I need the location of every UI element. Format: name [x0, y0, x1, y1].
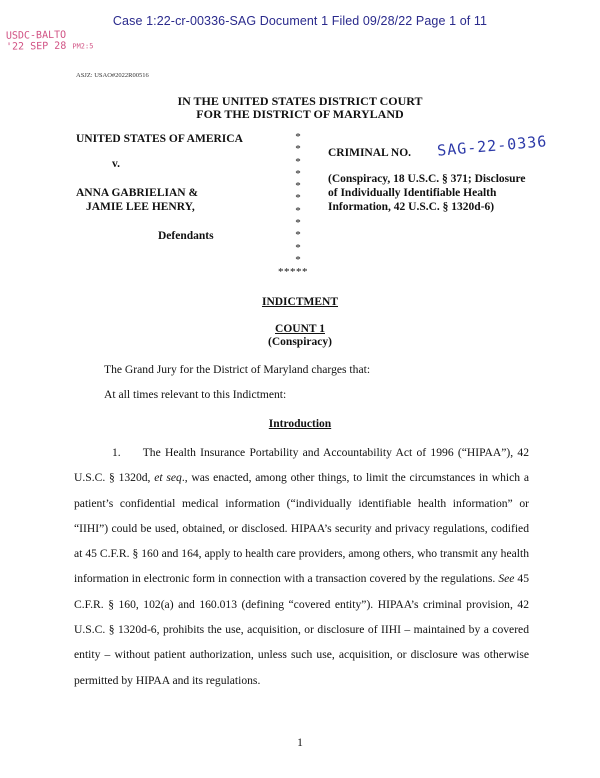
usao-reference: ASJZ: USAO#2022R00516 — [76, 72, 149, 79]
filing-stamp-date: '22 SEP 28 — [5, 40, 67, 53]
star: * — [295, 192, 301, 205]
star: * — [295, 167, 301, 180]
charge-line: Information, 42 U.S.C. § 1320d-6) — [328, 201, 495, 213]
star-row: ***** — [278, 266, 308, 278]
star: * — [295, 155, 301, 168]
court-name-line2: FOR THE DISTRICT OF MARYLAND — [196, 107, 404, 121]
count-label: COUNT 1 — [275, 323, 325, 335]
court-name-line1: IN THE UNITED STATES DISTRICT COURT — [177, 94, 423, 108]
handwritten-case-number: SAG-22-0336 — [436, 132, 548, 160]
grand-jury-statement: The Grand Jury for the District of Maryland charges that: — [104, 363, 371, 376]
paragraph-1 — [74, 440, 529, 693]
case-header-stamp: Case 1:22-cr-00336-SAG Document 1 Filed 09/28/22 Page 1 of 11 — [112, 14, 488, 28]
relevant-times-statement: At all times relevant to this Indictment: — [104, 388, 287, 401]
paragraph-text: 45 C.F.R. § 160, 102(a) and 160.013 (defining “covered entity”). HIPAA’s criminal provision, 42 U.S.C. § 1320d-6, prohibits the use, acquisition, or disclosure of IIHI – maintained by a covered entity – without patient authorization, unless such use, acquisition, or disclosure was otherwise permitted by HIPAA and its regulations. — [74, 572, 529, 687]
filing-stamp-time: PM2:5 — [72, 42, 94, 51]
versus-label: v. — [112, 158, 120, 170]
charge-line: of Individually Identifiable Health — [328, 187, 497, 199]
paragraph-number: 1. — [112, 446, 121, 459]
caption-stars — [283, 131, 313, 266]
charge-line: (Conspiracy, 18 U.S.C. § 371; Disclosure — [328, 173, 526, 185]
defendant-name-2: JAMIE LEE HENRY, — [86, 201, 195, 213]
defendants-label: Defendants — [158, 230, 214, 242]
charges-block — [328, 172, 568, 214]
plaintiff-name: UNITED STATES OF AMERICA — [76, 133, 243, 145]
paragraph-text: The Health Insurance Portability and Accountability Act of 1996 (“HIPAA”), 42 U.S.C. § 1320d, — [74, 446, 529, 485]
filing-stamp — [6, 29, 94, 54]
star: * — [295, 241, 301, 254]
star: * — [295, 217, 301, 230]
italic-term: See — [498, 572, 515, 586]
criminal-no-label: CRIMINAL NO. — [328, 147, 412, 159]
star: * — [295, 229, 301, 242]
filing-stamp-line1: USDC-BALTO — [5, 29, 67, 42]
filing-stamp-line2 — [6, 40, 94, 54]
section-heading: Introduction — [268, 418, 332, 430]
star: * — [295, 204, 301, 217]
star: * — [295, 253, 301, 266]
paragraph-text: ., was enacted, among other things, to limit the circumstances in which a patient’s confidential medical information (“individually identifiable health information” or “IIHI”) could be used, obtained, or disclosed. HIPAA’s security and privacy regulations, codified at 45 C.F.R. § 160 and 164, apply to health care providers, among others, who transmit any health information in electronic form in connection with a transaction covered by the regulations. — [74, 471, 529, 586]
italic-term: et seq — [154, 471, 182, 485]
star: * — [295, 143, 301, 156]
count-subtitle: (Conspiracy) — [268, 336, 332, 348]
indictment-title: INDICTMENT — [261, 296, 339, 308]
star: * — [295, 180, 301, 193]
star: * — [295, 131, 301, 143]
defendant-name-1: ANNA GABRIELIAN & — [76, 187, 199, 199]
page-number: 1 — [297, 737, 303, 749]
